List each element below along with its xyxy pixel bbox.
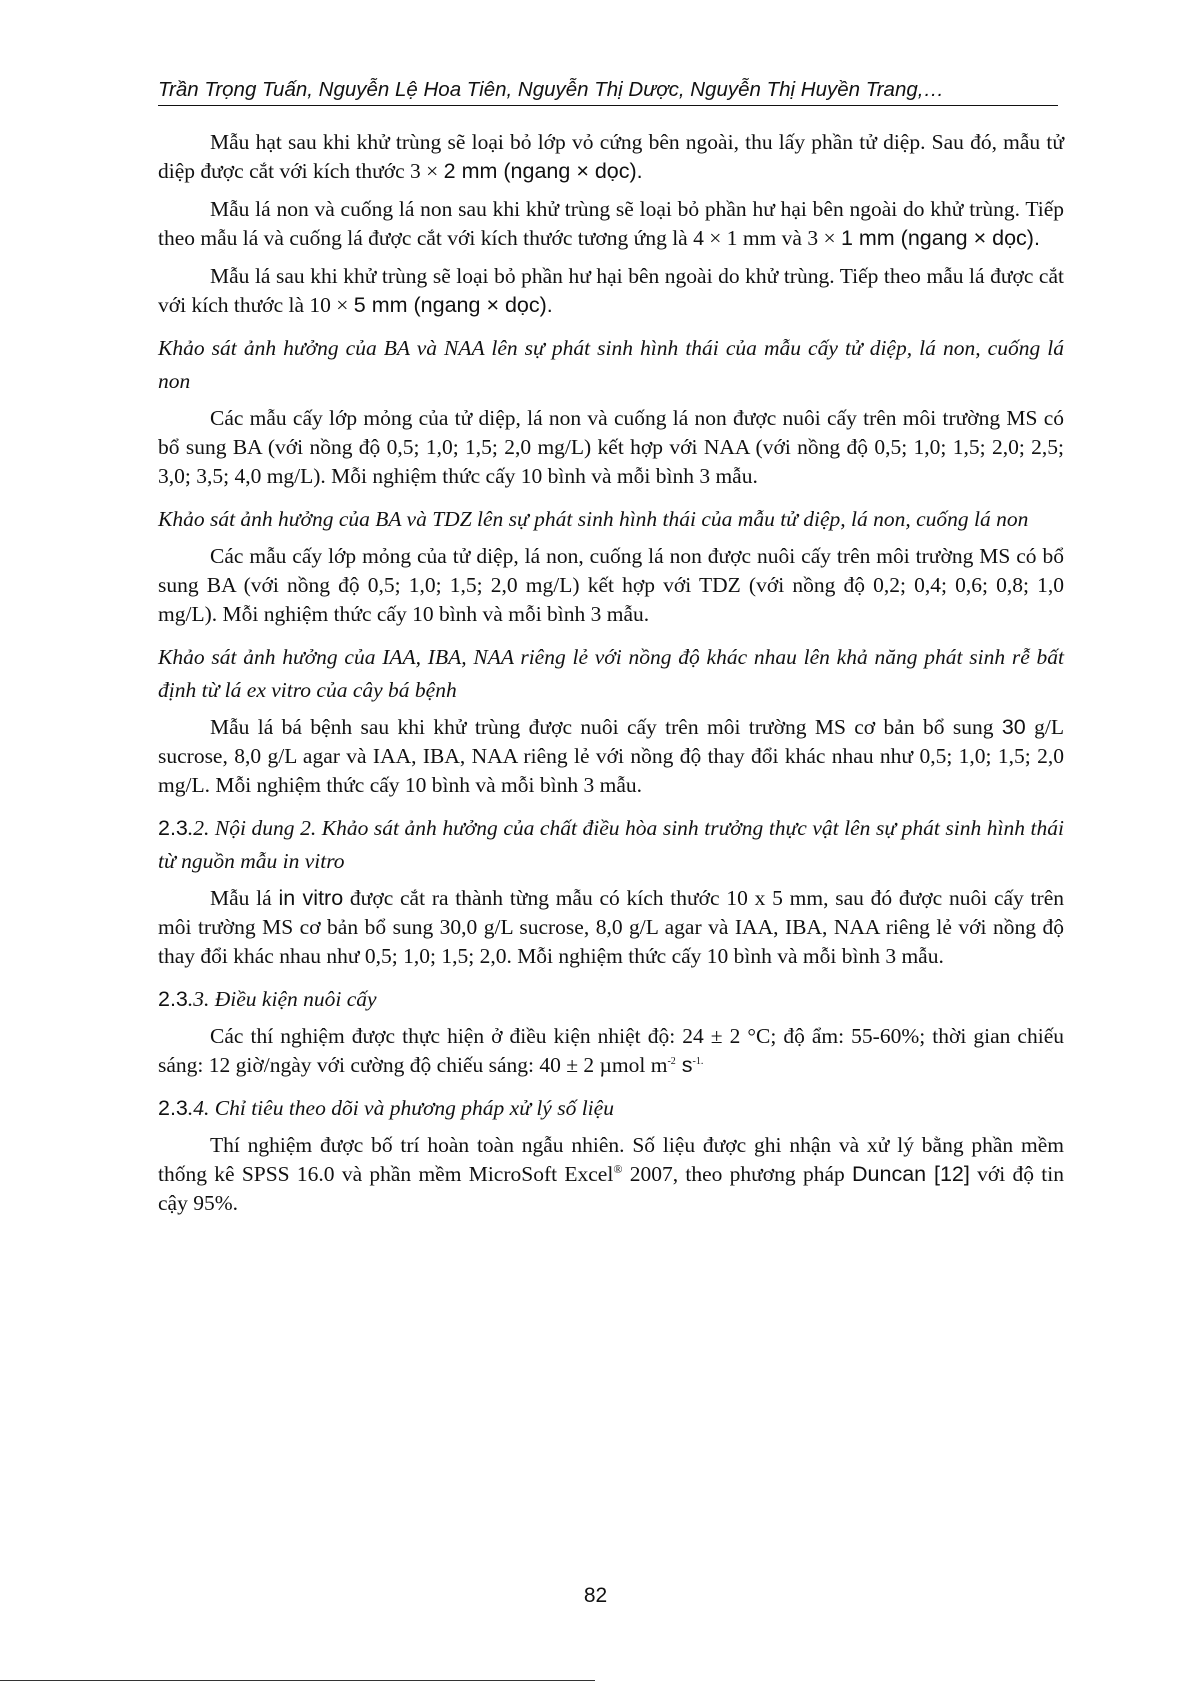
paragraph-in-vitro: [158, 884, 1064, 971]
bottom-divider: [0, 1680, 595, 1681]
section-title: .2. Nội dung 2. Khảo sát ảnh hưởng của chất điều hòa sinh trưởng thực vật lên sự phát sinh hình thái từ nguồn mẫu in vitro: [158, 816, 1064, 873]
paragraph-ba-naa: Các mẫu cấy lớp mỏng của tử diệp, lá non và cuống lá non được nuôi cấy trên môi trường MS có bổ sung BA (với nồng độ 0,5; 1,0; 1,5; 2,0 mg/L) kết hợp với NAA (với nồng độ 0,5; 1,0; 1,5; 2,0; 2,5; 3,0; 3,5; 4,0 mg/L). Mỗi nghiệm thức cấy 10 bình và mỗi bình 3 mẫu.: [158, 406, 1064, 488]
page-number: 82: [583, 1584, 608, 1607]
paragraph-leaf-petiole-prep: [158, 195, 1064, 253]
superscript: -2: [667, 1055, 676, 1067]
paragraph-conditions: [158, 1022, 1064, 1080]
heading-section-2-3-2: [158, 812, 1064, 878]
running-header: [158, 78, 1058, 106]
text-run: Mẫu lá: [210, 886, 279, 910]
heading-ba-naa: Khảo sát ảnh hưởng của BA và NAA lên sự phát sinh hình thái của mẫu cấy tử diệp, lá non, cuống lá non: [158, 336, 1064, 393]
section-number: 2.3: [158, 1096, 188, 1120]
text-run: Thí nghiệm được bố trí hoàn toàn ngẫu nhiên. Số liệu được ghi nhận và xử lý bằng phần mềm thống kê SPSS 16.0 và phần mềm MicroSoft Excel: [158, 1133, 1064, 1186]
text-run: Mẫu lá sau khi khử trùng sẽ loại bỏ phần hư hại bên ngoài do khử trùng. Tiếp theo mẫu lá được cắt với kích thước là 10 ×: [158, 264, 1064, 317]
text-run-sans: 30: [1001, 715, 1026, 739]
text-run-sans: 5 mm (ngang × dọc).: [353, 293, 553, 317]
heading-ba-tdz: Khảo sát ảnh hưởng của BA và TDZ lên sự phát sinh hình thái của mẫu tử diệp, lá non, cuống lá non: [158, 507, 1029, 531]
paragraph-leaf-prep: [158, 262, 1064, 320]
paragraph-rooting: [158, 713, 1064, 800]
section-number: 2.3: [158, 816, 188, 840]
text-run: 2007, theo phương pháp: [622, 1162, 853, 1186]
text-run-sans: 1 mm (ngang × dọc).: [840, 226, 1040, 250]
header-authors: Trần Trọng Tuấn, Nguyễn Lệ Hoa Tiên, Nguyễn Thị Dược, Nguyễn Thị Huyền Trang,…: [158, 78, 944, 101]
heading-section-2-3-3: [158, 983, 1064, 1016]
text-run-sans: 2 mm (ngang × dọc).: [443, 159, 643, 183]
section-title: .3. Điều kiện nuôi cấy: [187, 987, 377, 1011]
text-run-sans: in vitro: [278, 886, 344, 910]
paragraph-ba-tdz: Các mẫu cấy lớp mỏng của tử diệp, lá non, cuống lá non được nuôi cấy trên môi trường MS có bổ sung BA (với nồng độ 0,5; 1,0; 1,5; 2,0 mg/L) kết hợp với TDZ (với nồng độ 0,2; 0,4; 0,6; 0,8; 1,0 mg/L). Mỗi nghiệm thức cấy 10 bình và mỗi bình 3 mẫu.: [158, 544, 1064, 626]
text-run: Mẫu lá non và cuống lá non sau khi khử trùng sẽ loại bỏ phần hư hại bên ngoài do khử trùng. Tiếp theo mẫu lá và cuống lá được cắt với kích thước tương ứng là 4 × 1 mm và 3 ×: [158, 197, 1064, 250]
text-run: được cắt ra thành từng mẫu có kích thước 10 x 5 mm, sau đó được nuôi cấy trên môi trường MS cơ bản bổ sung 30,0 g/L sucrose, 8,0 g/L agar và IAA, IBA, NAA riêng lẻ với nồng độ thay đổi khác nhau như 0,5; 1,0; 1,5; 2,0. Mỗi nghiệm thức cấy 10 bình và mỗi bình 3 mẫu.: [158, 886, 1064, 968]
superscript: -1: [692, 1055, 701, 1067]
text-run: .: [700, 1055, 704, 1067]
text-run-sans: s: [675, 1053, 693, 1077]
section-number: 2.3: [158, 987, 188, 1011]
registered-mark: ®: [613, 1161, 623, 1176]
text-run: với độ tin cậy 95%.: [158, 1162, 1064, 1215]
text-run: Mẫu hạt sau khi khử trùng sẽ loại bỏ lớp vỏ cứng bên ngoài, thu lấy phần tử diệp. Sau đó, mẫu tử diệp được cắt với kích thước 3 ×: [158, 130, 1064, 183]
text-run: Mẫu lá bá bệnh sau khi khử trùng được nuôi cấy trên môi trường MS cơ bản bổ sung: [210, 715, 1002, 739]
heading-iaa-iba-naa: Khảo sát ảnh hưởng của IAA, IBA, NAA riêng lẻ với nồng độ khác nhau lên khả năng phát sinh rễ bất định từ lá ex vitro của cây bá bệnh: [158, 645, 1064, 702]
text-run: Các thí nghiệm được thực hiện ở điều kiện nhiệt độ: 24 ± 2 °C; độ ẩm: 55-60%; thời gian chiếu sáng: 12 giờ/ngày với cường độ chiếu sáng: 40 ± 2 µmol m: [158, 1024, 1064, 1077]
section-title: .4. Chỉ tiêu theo dõi và phương pháp xử lý số liệu: [187, 1096, 614, 1120]
page-body: [158, 128, 1064, 1227]
paragraph-statistics: [158, 1131, 1064, 1218]
paragraph-cotyledon-prep: [158, 128, 1064, 186]
citation: Duncan [12]: [852, 1162, 970, 1186]
text-run: g/L sucrose, 8,0 g/L agar và IAA, IBA, NAA riêng lẻ với nồng độ thay đổi khác nhau như 0,5; 1,0; 1,5; 2,0 mg/L. Mỗi nghiệm thức cấy 10 bình và mỗi bình 3 mẫu.: [158, 715, 1064, 797]
heading-section-2-3-4: [158, 1092, 1064, 1125]
